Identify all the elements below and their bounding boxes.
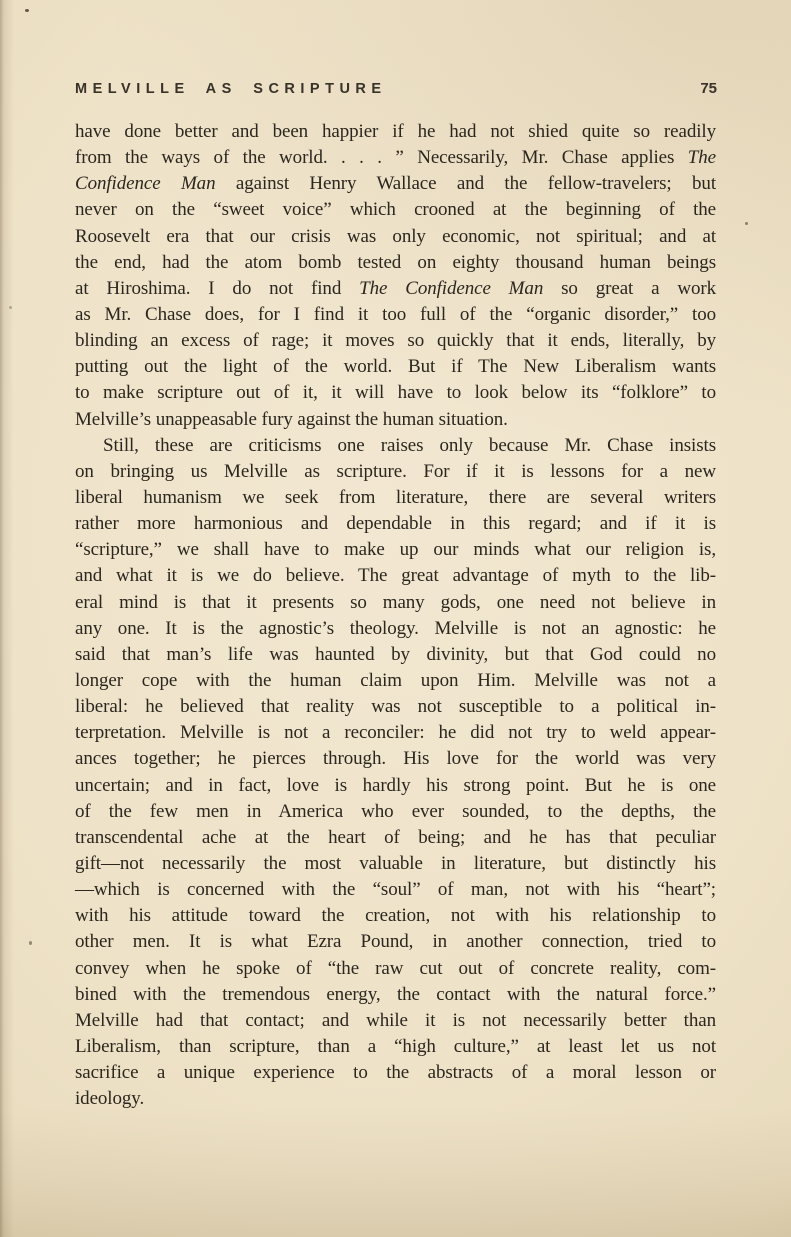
scan-speck bbox=[9, 306, 12, 309]
text-line: have done better and been happier if he had not shied quite so readily bbox=[75, 121, 716, 142]
text-line: blinding an excess of rage; it moves so quickly that it ends, literally, by bbox=[75, 330, 716, 352]
text-line: Confidence Man against Henry Wallace and the fellow-travelers; but bbox=[75, 173, 716, 195]
text-line: Liberalism, than scripture, than a “high culture,” at least let us not bbox=[75, 1035, 716, 1057]
text-line: ideology. bbox=[75, 1088, 145, 1110]
text-line: from the ways of the world. . . . ” Necessarily, Mr. Chase applies The bbox=[75, 147, 716, 169]
text-line: and what it is we do believe. The great advantage of myth to the lib- bbox=[75, 565, 716, 587]
text-line: liberal: he believed that reality was not susceptible to a political in- bbox=[75, 696, 716, 718]
text-line: sacrifice a unique experience to the abstracts of a moral lesson or bbox=[75, 1062, 716, 1084]
text-line: Melville had that contact; and while it is not necessarily better than bbox=[75, 1009, 716, 1031]
text-line: Roosevelt era that our crisis was only economic, not spiritual; and at bbox=[75, 225, 716, 247]
text-line: eral mind is that it presents so many gods, one need not believe in bbox=[75, 591, 716, 613]
scan-speck bbox=[745, 222, 748, 225]
text-line: —which is concerned with the “soul” of man, not with his “heart”; bbox=[75, 879, 716, 901]
scan-speck bbox=[25, 9, 29, 12]
text-line: “scripture,” we shall have to make up our minds what our religion is, bbox=[75, 539, 716, 561]
text-line: transcendental ache at the heart of being; and he has that peculiar bbox=[75, 826, 716, 848]
text-line: bined with the tremendous energy, the contact with the natural force.” bbox=[75, 983, 716, 1005]
running-header-title: MELVILLE AS SCRIPTURE bbox=[75, 81, 387, 97]
text-line: any one. It is the agnostic’s theology. Melville is not an agnostic: he bbox=[75, 617, 716, 639]
text-line: liberal humanism we seek from literature, there are several writers bbox=[75, 486, 716, 508]
page-number: 75 bbox=[700, 80, 717, 97]
running-header bbox=[75, 80, 717, 97]
text-line: longer cope with the human claim upon Him. Melville was not a bbox=[75, 669, 716, 691]
text-line: as Mr. Chase does, for I find it too full of the “organic disorder,” too bbox=[75, 303, 716, 325]
text-line: on bringing us Melville as scripture. For if it is lessons for a new bbox=[75, 460, 716, 482]
text-line: convey when he spoke of “the raw cut out of concrete reality, com- bbox=[75, 957, 716, 979]
text-line: said that man’s life was haunted by divinity, but that God could no bbox=[75, 643, 716, 665]
text-line: at Hiroshima. I do not find The Confidence Man so great a work bbox=[75, 277, 716, 299]
text-line: ances together; he pierces through. His love for the world was very bbox=[75, 748, 716, 770]
text-line: uncertain; and in fact, love is hardly his strong point. But he is one bbox=[75, 774, 716, 796]
text-line: Melville’s unappeasable fury against the human situation. bbox=[75, 408, 508, 430]
text-line: putting out the light of the world. But if The New Liberalism wants bbox=[75, 356, 716, 378]
text-line: with his attitude toward the creation, not with his relationship to bbox=[75, 905, 716, 927]
text-line: Still, these are criticisms one raises only because Mr. Chase insists bbox=[103, 434, 716, 456]
text-line: of the few men in America who ever sounded, to the depths, the bbox=[75, 800, 716, 822]
scan-speck bbox=[29, 941, 32, 945]
text-line: never on the “sweet voice” which crooned at the beginning of the bbox=[75, 199, 716, 221]
text-line: the end, had the atom bomb tested on eighty thousand human beings bbox=[75, 251, 716, 273]
text-line: rather more harmonious and dependable in this regard; and if it is bbox=[75, 513, 716, 535]
page-body bbox=[75, 119, 716, 1112]
text-line: terpretation. Melville is not a reconciler: he did not try to weld appear- bbox=[75, 722, 716, 744]
text-line: to make scripture out of it, it will have to look below its “folklore” to bbox=[75, 382, 716, 404]
text-line: gift—not necessarily the most valuable in literature, but distinctly his bbox=[75, 852, 716, 874]
text-line: other men. It is what Ezra Pound, in another connection, tried to bbox=[75, 931, 716, 953]
